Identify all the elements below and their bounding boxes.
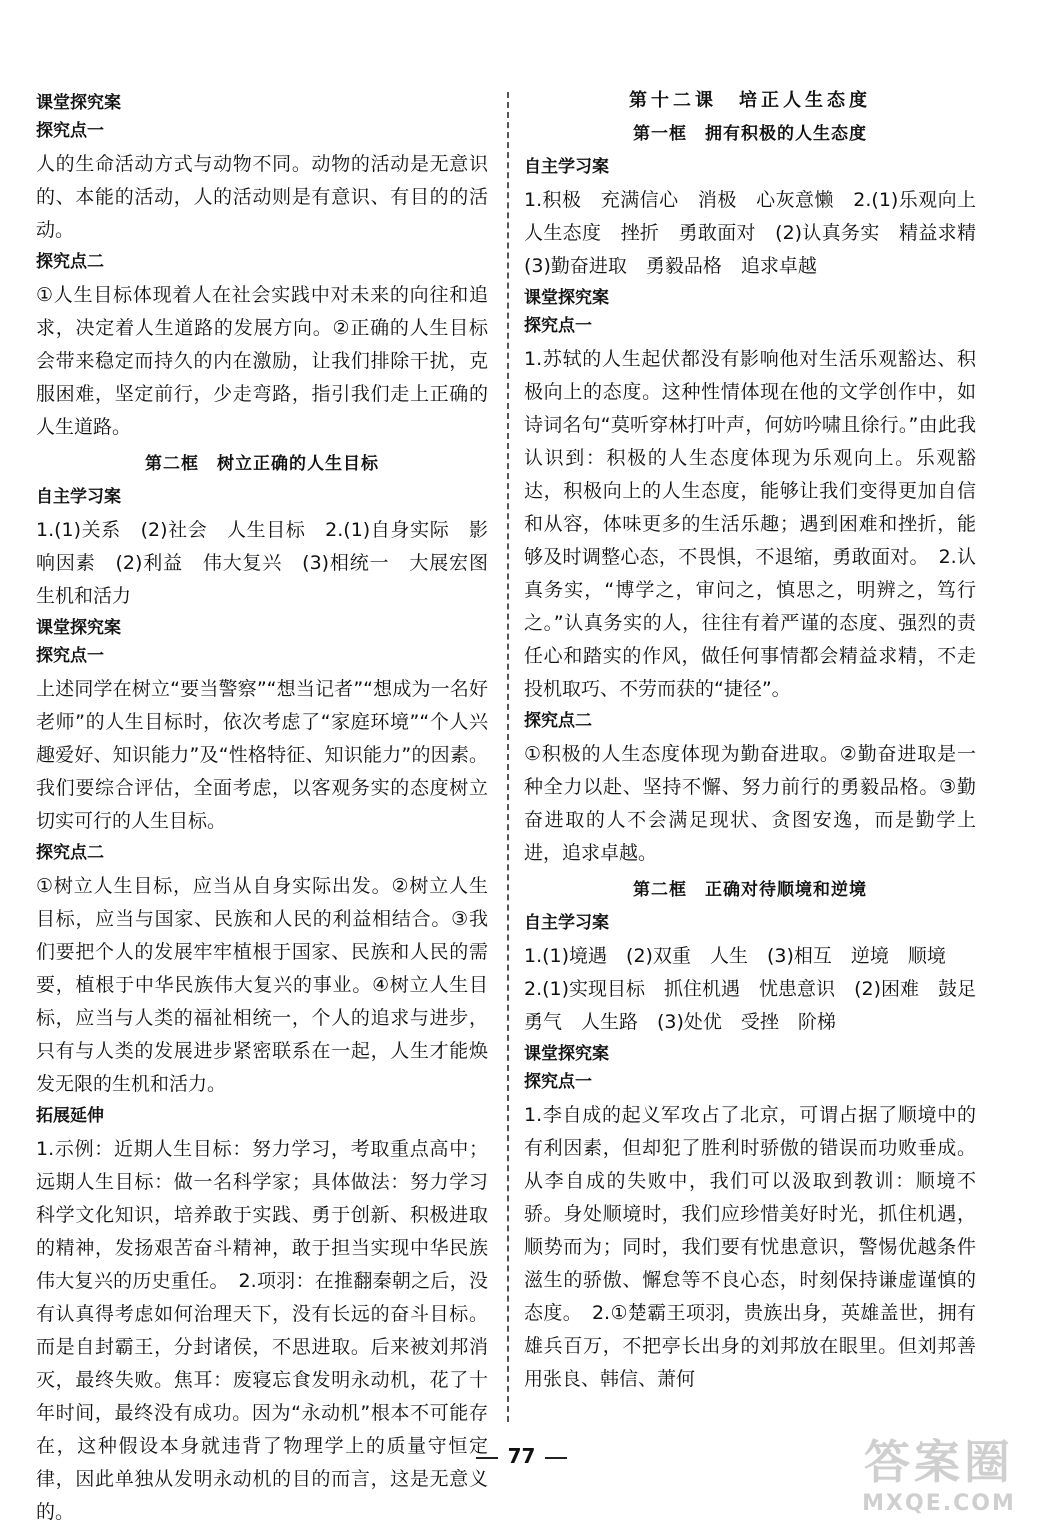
paragraph: 1.李自成的起义军攻占了北京，可谓占据了顺境中的有利因素，但却犯了胜利时骄傲的错误而功败垂成。从李自成的失败中，我们可以汲取到教训：顺境不骄。身处顺境时，我们应珍惜美好时光，抓住机遇，顺势而为；同时，我们要有忧患意识，警惕优越条件滋生的骄傲、懈怠等不良心态，时刻保持谦虚谨慎的态度。 2.①楚霸王项羽，贵族出身，英雄盖世，拥有雄兵百万，不把亭长出身的刘邦放在眼里。但刘邦善用张良、韩信、萧何 <box>524 1104 976 1390</box>
column-divider <box>507 92 509 1422</box>
page-number-dash-right <box>545 1457 567 1459</box>
section-heading: 探究点二 <box>36 843 104 863</box>
section-heading: 自主学习案 <box>36 487 121 507</box>
subsection-title: 第二框 树立正确的人生目标 <box>145 454 379 474</box>
paragraph: 人的生命活动方式与动物不同。动物的活动是无意识的、本能的活动，人的活动则是有意识、有目的的活动。 <box>36 153 488 241</box>
paragraph: 1.(1)关系 (2)社会 人生目标 2.(1)自身实际 影响因素 (2)利益 伟大复兴 (3)相统一 大展宏图 生机和活力 <box>36 519 508 607</box>
paragraph: ①积极的人生态度体现为勤奋进取。②勤奋进取是一种全力以赴、坚持不懈、努力前行的勇毅品格。③勤奋进取的人不会满足现状、贪图安逸，而是勤学上进，追求卓越。 <box>524 743 976 864</box>
section-heading: 自主学习案 <box>524 913 609 933</box>
section-heading: 探究点二 <box>36 252 104 272</box>
section-heading: 探究点一 <box>36 121 104 141</box>
section-heading: 拓展延伸 <box>36 1106 104 1126</box>
section-heading: 探究点二 <box>524 711 592 731</box>
watermark <box>849 1433 1029 1528</box>
paragraph: 1.示例：近期人生目标：努力学习，考取重点高中；远期人生目标：做一名科学家；具体做法：努力学习科学文化知识，培养敢于实践、勇于创新、积极进取的精神，发扬艰苦奋斗精神，敢于担当实现中华民族伟大复兴的历史重任。 2.项羽：在推翻秦朝之后，没有认真得考虑如何治理天下，没有长远的奋斗目标。而是自封霸王，分封诸侯，不思进取。后来被刘邦消灭，最终失败。焦耳：废寝忘食发明永动机，花了十年时间，最终没有成功。因为“永动机”根本不可能存在，这种假设本身就违背了物理学上的质量守恒定律，因此单独从发明永动机的目的而言，这是无意义的。 <box>36 1138 488 1523</box>
paragraph: 2.(1)实现目标 抓住机遇 忧患意识 (2)困难 鼓足勇气 人生路 (3)处优 受挫 阶梯 <box>524 978 976 1033</box>
paragraph: ①人生目标体现着人在社会实践中对未来的向往和追求，决定着人生道路的发展方向。②正确的人生目标会带来稳定而持久的内在激励，让我们排除干扰，克服困难，坚定前行，少走弯路，指引我们走上正确的人生道路。 <box>36 284 488 438</box>
page-number-dash-left <box>476 1457 498 1459</box>
section-heading: 课堂探究案 <box>36 93 121 113</box>
section-heading: 探究点一 <box>36 646 104 666</box>
watermark-url: MXQE.COM <box>862 1491 1016 1516</box>
subsection-title: 第二框 正确对待顺境和逆境 <box>633 880 867 900</box>
paragraph: 1.(1)境遇 (2)双重 人生 (3)相互 逆境 顺境 <box>524 945 946 967</box>
section-heading: 自主学习案 <box>524 157 609 177</box>
right-column <box>524 88 996 1396</box>
paragraph: ①树立人生目标，应当从自身实际出发。②树立人生目标，应当与国家、民族和人民的利益相结合。③我们要把个人的发展牢牢植根于国家、民族和人民的需要，植根于中华民族伟大复兴的事业。④树立人生目标，应当与人类的福祉相统一，个人的追求与进步，只有与人类的发展进步紧密联系在一起，人生才能焕发无限的生机和活力。 <box>36 875 488 1095</box>
section-heading: 探究点一 <box>524 316 592 336</box>
paragraph: 1.苏轼的人生起伏都没有影响他对生活乐观豁达、积极向上的态度。这种性情体现在他的文学创作中，如诗词名句“莫听穿林打叶声，何妨吟啸且徐行。”由此我认识到：积极的人生态度体现为乐观向上。乐观豁达，积极向上的人生态度，能够让我们变得更加自信和从容，体味更多的生活乐趣；遇到困难和挫折，能够及时调整心态，不畏惧，不退缩，勇敢面对。 2.认真务实，“博学之，审问之，慎思之，明辨之，笃行之。”认真务实的人，往往有着严谨的态度、强烈的责任心和踏实的作风，做任何事情都会精益求精，不走投机取巧、不劳而获的“捷径”。 <box>524 348 976 700</box>
section-heading: 课堂探究案 <box>36 618 121 638</box>
section-heading: 课堂探究案 <box>524 288 609 308</box>
section-heading: 探究点一 <box>524 1072 592 1092</box>
lesson-title: 第十二课 培正人生态度 <box>629 90 871 111</box>
watermark-logo: 答案圈 <box>864 1435 1014 1489</box>
page-number-value: 77 <box>507 1444 536 1468</box>
paragraph: 1.积极 充满信心 消极 心灰意懒 2.(1)乐观向上 人生态度 挫折 勇敢面对 (2)认真务实 精益求精 (3)勤奋进取 勇毅品格 追求卓越 <box>524 189 996 277</box>
left-column <box>36 88 508 1529</box>
subsection-title: 第一框 拥有积极的人生态度 <box>633 124 867 144</box>
section-heading: 课堂探究案 <box>524 1044 609 1064</box>
paragraph: 上述同学在树立“要当警察”“想当记者”“想成为一名好老师”的人生目标时，依次考虑了“家庭环境”“个人兴趣爱好、知识能力”及“性格特征、知识能力”的因素。我们要综合评估，全面考虑，以客观务实的态度树立切实可行的人生目标。 <box>36 678 488 832</box>
